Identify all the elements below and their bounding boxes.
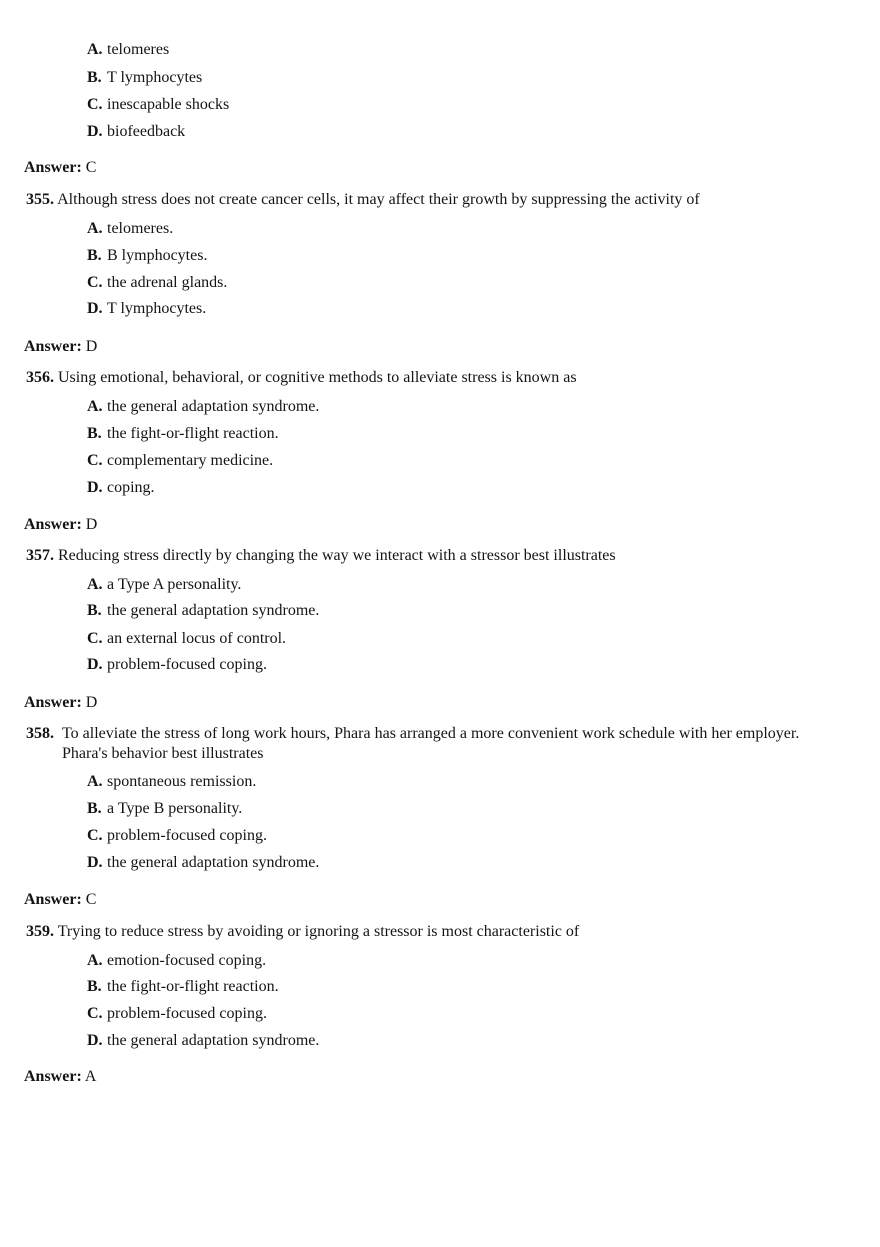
answer-value: C xyxy=(85,159,97,176)
option-d xyxy=(87,299,206,319)
option-letter: C. xyxy=(87,1005,103,1022)
option-text: an external locus of control. xyxy=(107,630,287,647)
option-letter: C. xyxy=(87,274,103,291)
option-text: spontaneous remission. xyxy=(107,773,257,790)
option-b xyxy=(87,68,202,88)
answer-line xyxy=(24,515,97,535)
answer-label: Answer: xyxy=(24,1068,82,1085)
option-letter: D. xyxy=(87,656,103,673)
option-letter: C. xyxy=(87,96,103,113)
answer-value: D xyxy=(85,694,98,711)
option-a xyxy=(87,397,319,417)
answer-line xyxy=(24,890,96,910)
option-text: problem-focused coping. xyxy=(107,656,267,673)
option-letter: A. xyxy=(87,398,103,415)
option-d xyxy=(87,122,185,142)
question-stem xyxy=(26,368,577,388)
option-d xyxy=(87,478,155,498)
option-letter: A. xyxy=(87,952,103,969)
question-text: Although stress does not create cancer cells, it may affect their growth by suppressing the activity of xyxy=(57,191,700,208)
answer-label: Answer: xyxy=(24,159,82,176)
question-stem xyxy=(26,922,579,942)
option-a xyxy=(87,575,241,595)
question-text: Using emotional, behavioral, or cognitive methods to alleviate stress is known as xyxy=(58,369,577,386)
option-b xyxy=(87,799,242,819)
option-text: the fight-or-flight reaction. xyxy=(107,978,279,995)
option-text: the general adaptation syndrome. xyxy=(107,854,320,871)
option-c xyxy=(87,1004,267,1024)
option-text: coping. xyxy=(107,479,155,496)
option-letter: B. xyxy=(87,425,102,442)
option-d xyxy=(87,655,267,675)
option-text: the general adaptation syndrome. xyxy=(107,602,320,619)
option-b xyxy=(87,246,207,266)
answer-label: Answer: xyxy=(24,516,82,533)
option-text: the fight-or-flight reaction. xyxy=(107,425,279,442)
question-stem xyxy=(26,546,616,566)
question-text: Trying to reduce stress by avoiding or ignoring a stressor is most characteristic of xyxy=(57,923,580,940)
answer-value: A xyxy=(84,1068,97,1085)
option-text: the general adaptation syndrome. xyxy=(107,1032,320,1049)
answer-label: Answer: xyxy=(24,694,82,711)
option-letter: A. xyxy=(87,41,103,58)
option-letter: B. xyxy=(87,978,102,995)
option-text: biofeedback xyxy=(107,123,186,140)
option-text: problem-focused coping. xyxy=(107,1005,267,1022)
option-text: the adrenal glands. xyxy=(107,274,228,291)
option-text: complementary medicine. xyxy=(107,452,274,469)
answer-value: D xyxy=(85,338,98,355)
question-number: 357. xyxy=(26,547,54,564)
option-text: problem-focused coping. xyxy=(107,827,267,844)
answer-line xyxy=(24,337,97,357)
option-letter: C. xyxy=(87,630,103,647)
option-letter: B. xyxy=(87,247,102,264)
option-c xyxy=(87,629,286,649)
option-c xyxy=(87,273,227,293)
option-letter: A. xyxy=(87,576,103,593)
option-text: B lymphocytes. xyxy=(107,247,208,264)
option-letter: B. xyxy=(87,602,102,619)
answer-line xyxy=(24,158,96,178)
question-number: 356. xyxy=(26,369,54,386)
answer-label: Answer: xyxy=(24,338,82,355)
option-a xyxy=(87,219,173,239)
option-letter: C. xyxy=(87,827,103,844)
option-d xyxy=(87,1031,319,1051)
option-letter: D. xyxy=(87,300,103,317)
option-text: telomeres xyxy=(107,41,170,58)
option-letter: D. xyxy=(87,123,103,140)
option-text: telomeres. xyxy=(107,220,174,237)
option-b xyxy=(87,424,279,444)
option-a xyxy=(87,951,266,971)
option-c xyxy=(87,95,229,115)
question-text: Reducing stress directly by changing the way we interact with a stressor best illustrates xyxy=(58,547,616,564)
option-letter: D. xyxy=(87,479,103,496)
option-text: inescapable shocks xyxy=(107,96,230,113)
question-number: 355. xyxy=(26,191,54,208)
question-text: To alleviate the stress of long work hours, Phara has arranged a more convenient work schedule with her employer. Phara's behavior best illustrates xyxy=(62,725,800,762)
question-text-block xyxy=(62,724,802,764)
option-letter: A. xyxy=(87,773,103,790)
option-d xyxy=(87,853,319,873)
option-text: T lymphocytes xyxy=(107,69,203,86)
option-text: a Type A personality. xyxy=(107,576,242,593)
answer-value: D xyxy=(85,516,98,533)
option-text: emotion-focused coping. xyxy=(107,952,267,969)
answer-line xyxy=(24,693,97,713)
question-stem xyxy=(26,724,54,744)
answer-line xyxy=(24,1067,96,1087)
option-letter: D. xyxy=(87,854,103,871)
option-text: T lymphocytes. xyxy=(107,300,207,317)
option-letter: C. xyxy=(87,452,103,469)
option-b xyxy=(87,977,279,997)
answer-label: Answer: xyxy=(24,891,82,908)
option-letter: D. xyxy=(87,1032,103,1049)
answer-value: C xyxy=(85,891,97,908)
option-text: a Type B personality. xyxy=(107,800,243,817)
option-letter: B. xyxy=(87,800,102,817)
option-letter: B. xyxy=(87,69,102,86)
question-number: 359. xyxy=(26,923,54,940)
question-number: 358. xyxy=(26,725,54,742)
option-text: the general adaptation syndrome. xyxy=(107,398,320,415)
option-c xyxy=(87,826,267,846)
question-stem xyxy=(26,190,700,210)
option-a xyxy=(87,772,256,792)
option-c xyxy=(87,451,273,471)
option-letter: A. xyxy=(87,220,103,237)
option-a xyxy=(87,40,169,60)
option-b xyxy=(87,601,319,621)
